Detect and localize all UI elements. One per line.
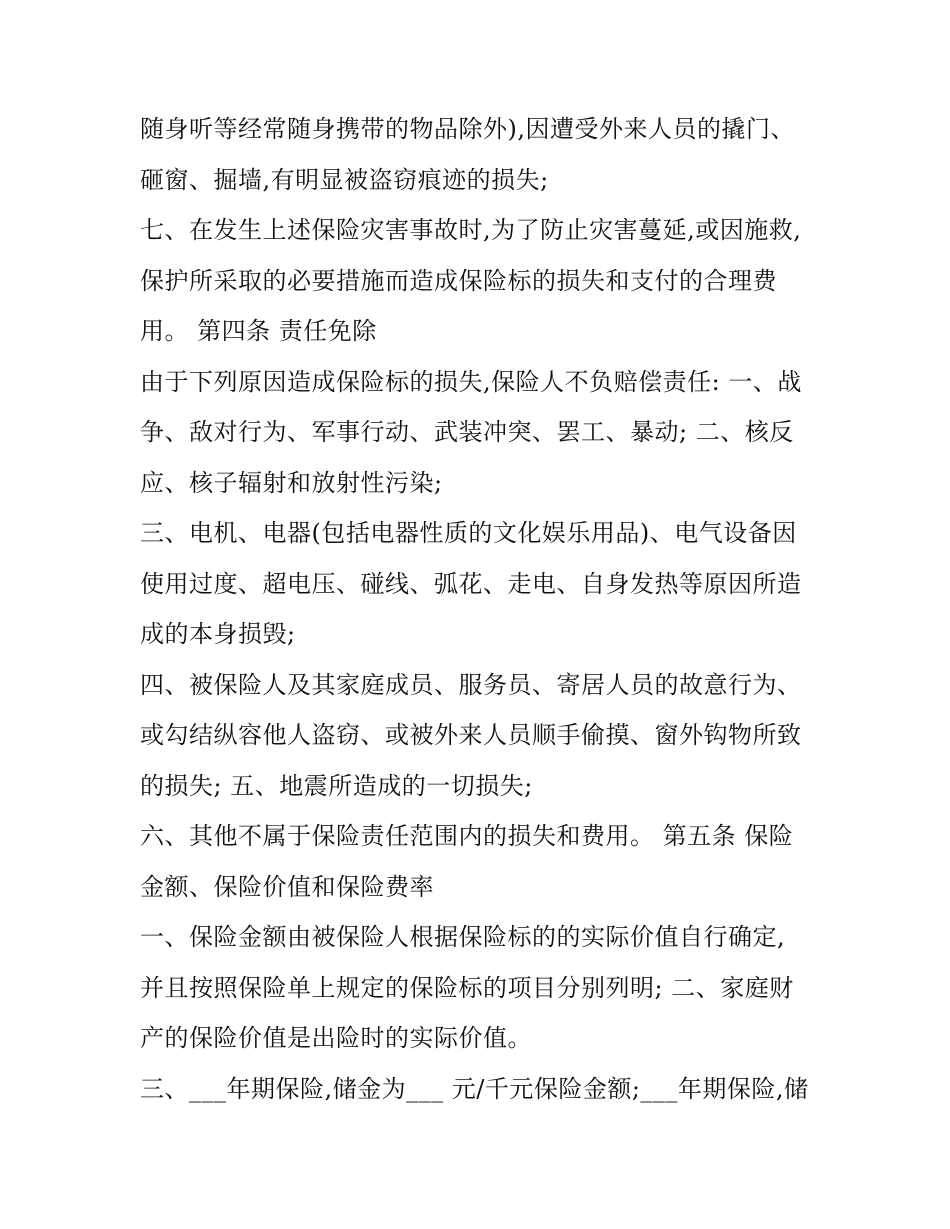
text-line: 争、敌对行为、军事行动、武装冲突、罢工、暴动; 二、核反 xyxy=(140,418,794,446)
text-line: 并且按照保险单上规定的保险标的项目分别列明; 二、家庭财 xyxy=(140,973,794,1002)
text-line: 的损失; 五、地震所造成的一切损失; xyxy=(140,771,533,800)
text-line: 产的保险价值是出险时的实际价值。 xyxy=(140,1024,532,1052)
text-line: 保护所采取的必要措施而造成保险标的损失和支付的合理费 xyxy=(140,266,777,295)
text-line: 成的本身损毁; xyxy=(140,620,296,648)
document-body xyxy=(140,104,830,1114)
text-line: 用。 第四条 责任免除 xyxy=(140,317,377,345)
text-line: 应、核子辐射和放射性污染; xyxy=(140,468,443,497)
text-line: 砸窗、掘墙,有明显被盗窃痕迹的损失; xyxy=(140,165,549,194)
text-line: 使用过度、超电压、碰线、弧花、走电、自身发热等原因所造 xyxy=(140,569,802,598)
text-line: 或勾结纵容他人盗窃、或被外来人员顺手偷摸、窗外钩物所致 xyxy=(140,721,802,749)
text-line: 由于下列原因造成保险标的损失,保险人不负赔偿责任: 一、战 xyxy=(140,367,802,396)
text-line: 三、电机、电器(包括电器性质的文化娱乐用品)、电气设备因 xyxy=(140,519,797,547)
text-line: 金额、保险价值和保险费率 xyxy=(140,872,434,901)
text-line: 随身听等经常随身携带的物品除外),因遭受外来人员的撬门、 xyxy=(140,115,795,143)
text-line: 七、在发生上述保险灾害事故时,为了防止灾害蔓延,或因施救, xyxy=(140,216,802,244)
text-line: 三、___年期保险,储金为___ 元/千元保险金额;___年期保险,储 xyxy=(140,1074,809,1103)
text-line: 一、保险金额由被保险人根据保险标的的实际价值自行确定, xyxy=(140,923,786,951)
text-line: 四、被保险人及其家庭成员、服务员、寄居人员的故意行为、 xyxy=(140,670,802,699)
text-line: 六、其他不属于保险责任范围内的损失和费用。 第五条 保险 xyxy=(140,822,794,850)
